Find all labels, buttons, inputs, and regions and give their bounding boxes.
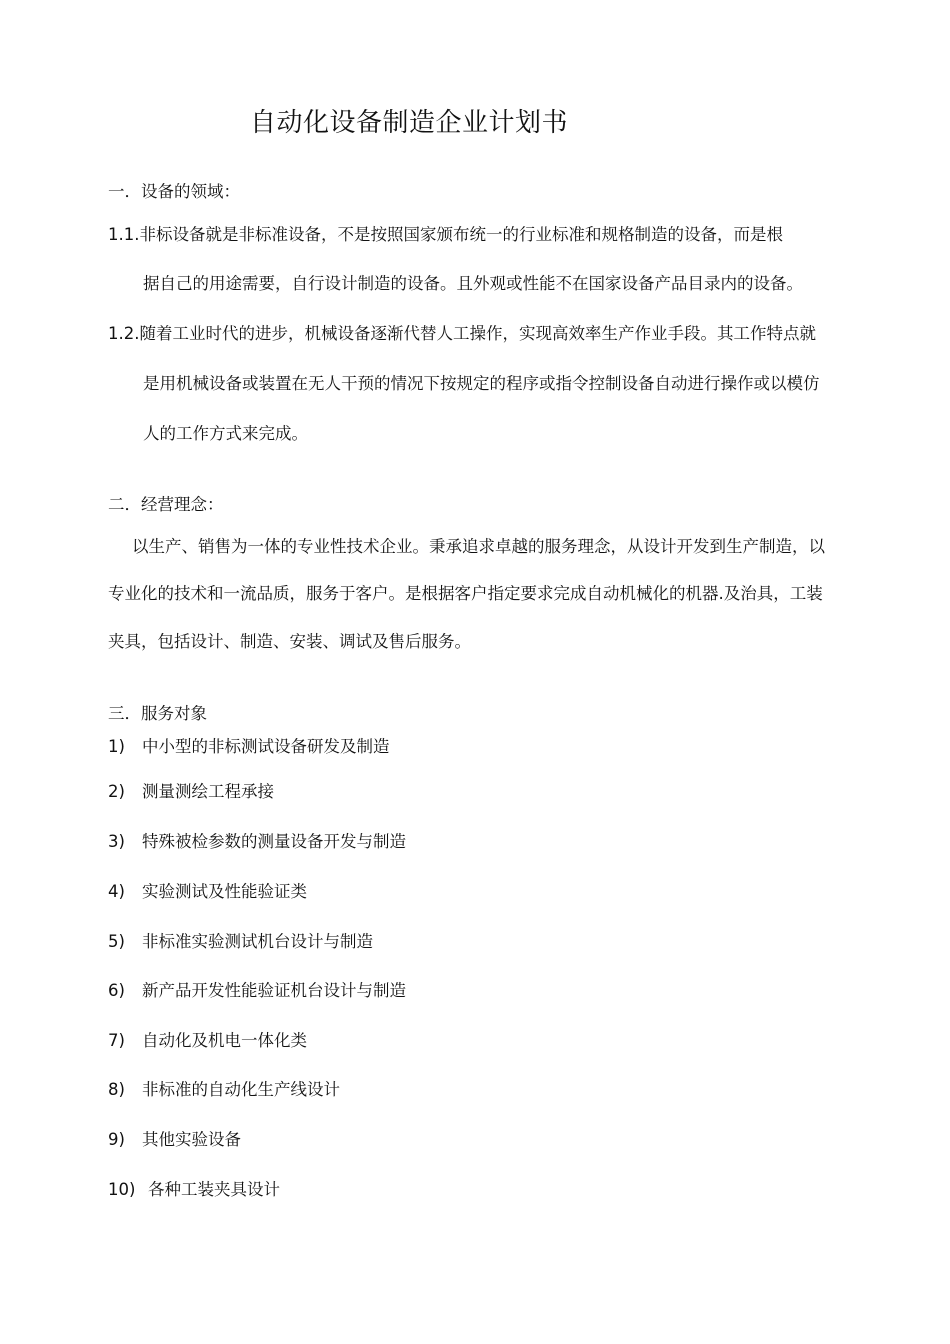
section1-item1-line1: 1.1.非标设备就是非标准设备，不是按照国家颁布统一的行业标准和规格制造的设备，而是根: [108, 225, 783, 244]
service-item-text: 非标准的自动化生产线设计: [142, 1080, 340, 1099]
service-list-item: [108, 735, 390, 759]
section2-paragraph-line2: 专业化的技术和一流品质，服务于客户。是根据客户指定要求完成自动机械化的机器.及治具，工装: [108, 584, 823, 603]
service-list-item: [108, 979, 406, 1003]
service-item-text: 其他实验设备: [142, 1130, 241, 1149]
service-item-number: 10): [108, 1180, 136, 1199]
service-list-item: [108, 1178, 280, 1202]
section1-item1-line2: 据自己的用途需要，自行设计制造的设备。且外观或性能不在国家设备产品目录内的设备。: [143, 274, 803, 293]
service-list-item: [108, 1029, 307, 1053]
section1-item2-line1: 1.2.随着工业时代的进步，机械设备逐渐代替人工操作，实现高效率生产作业手段。其工作特点就: [108, 324, 816, 343]
section2-heading: 二．经营理念：: [108, 495, 224, 514]
section1-item2-line3: 人的工作方式来完成。: [143, 424, 308, 443]
service-item-text: 中小型的非标测试设备研发及制造: [142, 737, 390, 756]
service-item-number: 3): [108, 832, 125, 851]
service-item-number: 7): [108, 1031, 125, 1050]
service-list-item: [108, 1128, 241, 1152]
service-item-number: 6): [108, 981, 125, 1000]
service-item-text: 各种工装夹具设计: [148, 1180, 280, 1199]
service-item-text: 新产品开发性能验证机台设计与制造: [142, 981, 406, 1000]
service-list-item: [108, 830, 406, 854]
service-list-item: [108, 930, 373, 954]
service-item-text: 实验测试及性能验证类: [142, 882, 307, 901]
service-list-item: [108, 880, 307, 904]
service-list-item: [108, 780, 274, 804]
service-item-number: 2): [108, 782, 125, 801]
section1-heading: 一．设备的领域：: [108, 182, 240, 201]
section2-paragraph-line1: 以生产、销售为一体的专业性技术企业。秉承追求卓越的服务理念，从设计开发到生产制造，以: [132, 537, 825, 556]
service-item-number: 4): [108, 882, 125, 901]
service-item-number: 1): [108, 737, 125, 756]
service-item-text: 特殊被检参数的测量设备开发与制造: [142, 832, 406, 851]
service-item-number: 9): [108, 1130, 125, 1149]
service-item-number: 5): [108, 932, 125, 951]
document-title: 自动化设备制造企业计划书: [250, 108, 569, 138]
service-item-text: 非标准实验测试机台设计与制造: [142, 932, 373, 951]
section1-item2-line2: 是用机械设备或装置在无人干预的情况下按规定的程序或指令控制设备自动进行操作或以模仿: [143, 374, 820, 393]
service-list-item: [108, 1078, 340, 1102]
service-item-number: 8): [108, 1080, 125, 1099]
service-item-text: 自动化及机电一体化类: [142, 1031, 307, 1050]
section2-paragraph-line3: 夹具，包括设计、制造、安装、调试及售后服务。: [108, 632, 471, 651]
section3-heading: 三．服务对象: [108, 704, 207, 723]
service-item-text: 测量测绘工程承接: [142, 782, 274, 801]
